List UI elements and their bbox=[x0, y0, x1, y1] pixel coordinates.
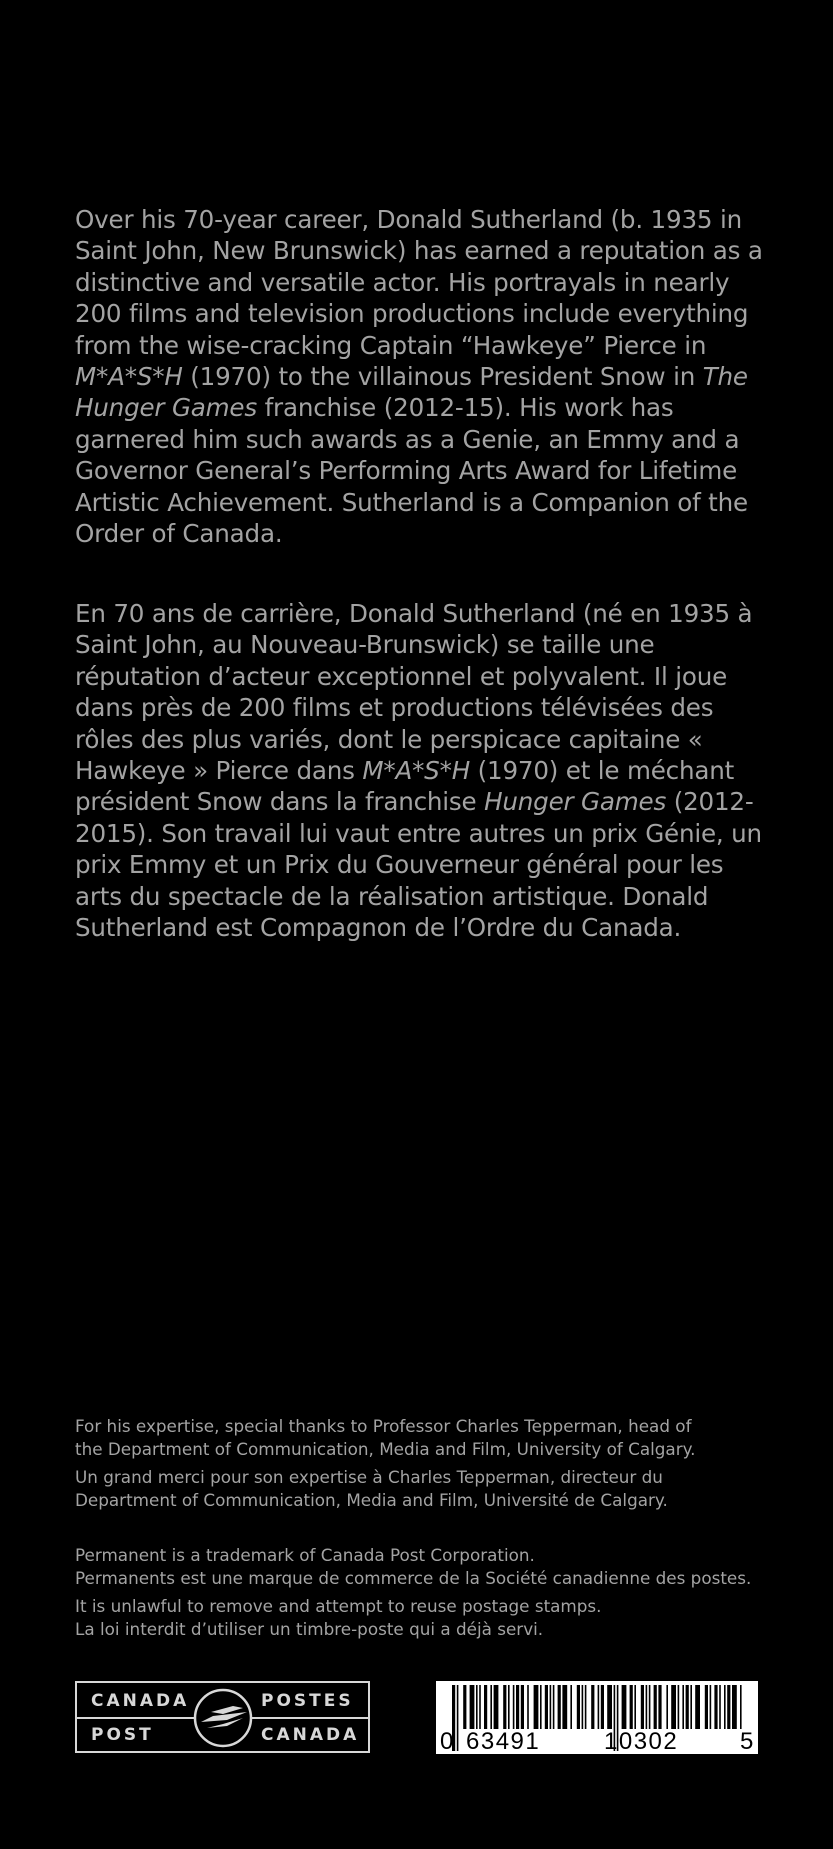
biography-english-text: Over his 70-year career, Donald Sutherland (b. 1935 in Saint John, New Brunswick) has earned a reputation as a distinctive and versatile actor. His portrayals in nearly 200 films and television productions include everything from the wise-cracking Captain “Hawkeye” Pierce in M*A*S*H (1970) to the villainous President Snow in The Hunger Games franchise (2012-15). His work has garnered him such awards as a Genie, an Emmy and a Governor General’s Performing Arts Award for Lifetime Artistic Achievement. Sutherland is a Companion of the Order of Canada. bbox=[75, 205, 763, 549]
barcode-bar bbox=[490, 1685, 492, 1729]
barcode-bar bbox=[470, 1685, 475, 1729]
barcode-bar bbox=[646, 1685, 648, 1729]
barcode-bar bbox=[562, 1685, 567, 1729]
barcode-bar bbox=[666, 1685, 668, 1729]
biography-french bbox=[75, 598, 775, 943]
film-title-hunger-games: The Hunger Games bbox=[75, 362, 748, 423]
barcode-bar bbox=[740, 1685, 742, 1729]
acknowledgement-french: Un grand merci pour son expertise à Charles Tepperman, directeur du Department of Communication, Media and Film, Université de Calgary. bbox=[75, 1467, 668, 1510]
barcode-bar bbox=[570, 1685, 572, 1729]
barcode-bar bbox=[527, 1685, 529, 1729]
reuse-warning: It is unlawful to remove and attempt to reuse postage stamps. La loi interdit d’utiliser un timbre-poste qui a déjà servi. bbox=[75, 1596, 602, 1639]
barcode-bar bbox=[727, 1685, 730, 1729]
trademark-notice: Permanent is a trademark of Canada Post Corporation. Permanents est une marque de commerce de la Société canadienne des postes. bbox=[75, 1545, 752, 1588]
barcode-bar bbox=[476, 1685, 478, 1729]
upc-barcode bbox=[436, 1681, 758, 1754]
barcode-bar bbox=[558, 1685, 561, 1729]
barcode-bar bbox=[686, 1685, 689, 1729]
barcode-bar bbox=[521, 1685, 524, 1729]
barcode-bar bbox=[719, 1685, 721, 1729]
barcode-bar bbox=[654, 1685, 657, 1729]
barcode-bar bbox=[710, 1685, 712, 1729]
barcode-bar bbox=[516, 1685, 519, 1729]
barcode-digit-first: 0 bbox=[440, 1728, 454, 1755]
barcode-bar bbox=[545, 1685, 548, 1729]
barcode-bar bbox=[484, 1685, 487, 1729]
barcode-bar bbox=[513, 1685, 515, 1729]
acknowledgement-english: For his expertise, special thanks to Professor Charles Tepperman, head of the Department of Communication, Media and Film, University of Calgary. bbox=[75, 1416, 696, 1459]
barcode-bar bbox=[582, 1685, 584, 1729]
logo-text-canada-fr: CANADA bbox=[261, 1725, 360, 1745]
barcode-bar bbox=[671, 1685, 676, 1729]
barcode-bar bbox=[678, 1685, 680, 1729]
logo-text-canada-en: CANADA bbox=[91, 1691, 190, 1711]
barcode-bar bbox=[503, 1685, 506, 1729]
biography-english bbox=[75, 204, 775, 549]
barcode-bar bbox=[630, 1685, 633, 1729]
barcode-bar bbox=[591, 1685, 594, 1729]
biography-french-text: En 70 ans de carrière, Donald Sutherland (né en 1935 à Saint John, au Nouveau-Brunswick) se taille une réputation d’acteur exceptionnel et polyvalent. Il joue dans près de 200 films et productions télévisées des rôles des plus variés, dont le perspicace capitaine « Hawkeye » Pierce dans M*A*S*H (1970) et le méchant président Snow dans la franchise Hunger Games (2012-2015). Son travail lui vaut entre autres un prix Génie, un prix Emmy et un Prix du Gouverneur général pour les arts du spectacle de la réalisation artistique. Donald Sutherland est Compagnon de l’Ordre du Canada. bbox=[75, 599, 762, 943]
barcode-bar bbox=[479, 1685, 481, 1729]
barcode-bar bbox=[724, 1685, 726, 1729]
film-title-mash: M*A*S*H bbox=[75, 362, 183, 392]
barcode-bar bbox=[601, 1685, 604, 1729]
barcode-bar bbox=[658, 1685, 661, 1729]
barcode-bar bbox=[540, 1685, 542, 1729]
barcode-bar bbox=[553, 1685, 555, 1729]
barcode-bar bbox=[622, 1685, 627, 1729]
barcode-bar bbox=[641, 1685, 644, 1729]
barcode-bar bbox=[634, 1685, 636, 1729]
film-title-mash: M*A*S*H bbox=[362, 756, 470, 786]
barcode-bar bbox=[714, 1685, 717, 1729]
barcode-bar bbox=[705, 1685, 708, 1729]
barcode-bar bbox=[682, 1685, 684, 1729]
barcode-bar bbox=[494, 1685, 499, 1729]
barcode-bar bbox=[508, 1685, 510, 1729]
barcode-digits-left: 63491 bbox=[466, 1728, 541, 1755]
barcode-digit-last: 5 bbox=[740, 1728, 754, 1755]
barcode-bar bbox=[695, 1685, 700, 1729]
barcode-bar bbox=[690, 1685, 692, 1729]
barcode-digits-right: 10302 bbox=[604, 1728, 679, 1755]
canada-post-emblem-icon bbox=[193, 1688, 253, 1748]
barcode-bar bbox=[598, 1685, 600, 1729]
barcode-bar bbox=[457, 1685, 459, 1751]
barcode-bar bbox=[607, 1685, 612, 1729]
barcode-bar bbox=[649, 1685, 651, 1729]
barcode-bar bbox=[534, 1685, 539, 1729]
barcode-bar bbox=[550, 1685, 552, 1729]
logo-text-post: POST bbox=[91, 1725, 154, 1745]
barcode-bar bbox=[585, 1685, 587, 1729]
barcode-bar bbox=[463, 1685, 466, 1729]
film-title-hunger-games: Hunger Games bbox=[484, 787, 667, 817]
logo-text-postes: POSTES bbox=[261, 1691, 354, 1711]
barcode-bar bbox=[732, 1685, 737, 1729]
barcode-bar bbox=[577, 1685, 580, 1729]
canada-post-logo bbox=[75, 1681, 370, 1753]
